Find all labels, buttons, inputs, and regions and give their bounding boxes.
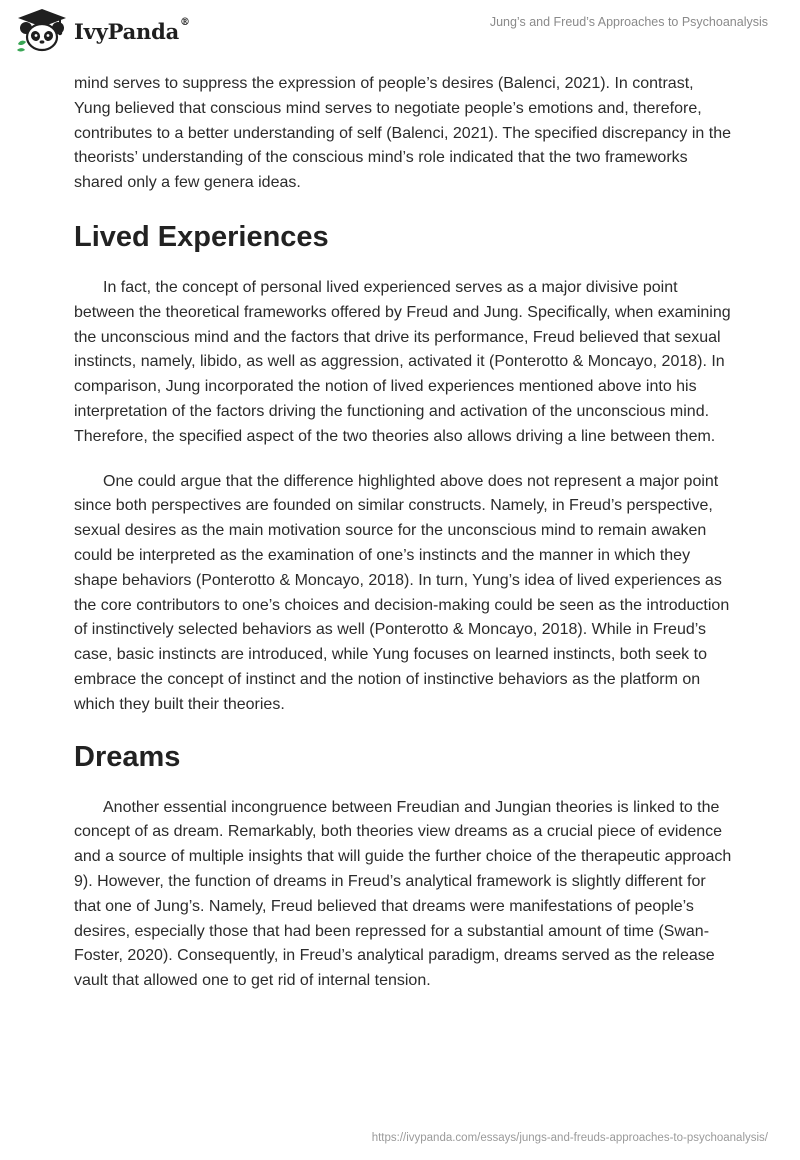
paragraph: In fact, the concept of personal lived experienced serves as a major divisive point between the theoretical frameworks offered by Freud and Jung. Specifically, when examining the unconscious mind and the factors that drive its performance, Freud believed that sexual instincts, namely, libido, as well as aggression, activated it (Ponterotto & Moncayo, 2018). In comparison, Jung incorporated the notion of lived experiences mentioned above into his interpretation of the factors driving the functioning and activation of the unconscious mind. Therefore, the specified aspect of the two theories also allows driving a line between them. xyxy=(74,278,731,445)
ivypanda-logo[interactable] xyxy=(14,6,190,54)
source-url[interactable]: https://ivypanda.com/essays/jungs-and-freuds-approaches-to-psychoanalysis/ xyxy=(371,1132,768,1144)
paragraph: Another essential incongruence between Freudian and Jungian theories is linked to the concept of as dream. Remarkably, both theories view dreams as a crucial piece of evidence and a source of multiple insights that will guide the further choice of the therapeutic approach 9). However, the function of dreams in Freud’s analytical framework is slightly different for that one of Jung’s. Namely, Freud believed that dreams were manifestations of people’s desires, especially those that had been repressed for a substantial amount of time (Swan-Foster, 2020). Consequently, in Freud’s analytical paradigm, dreams served as the release vault that allowed one to get rid of internal tension. xyxy=(74,798,732,990)
section-heading-dreams: Dreams xyxy=(74,740,181,773)
running-title: Jung’s and Freud’s Approaches to Psychoanalysis xyxy=(489,15,768,29)
intro-paragraph: mind serves to suppress the expression of people’s desires (Balenci, 2021). In contrast, Yung believed that conscious mind serves to negotiate people’s emotions and, therefore, contributes to a better understanding of self (Balenci, 2021). The specified discrepancy in the theorists’ understanding of the conscious mind’s role indicated that the two frameworks shared only a few genera ideas. xyxy=(74,75,731,192)
essay-content xyxy=(74,72,734,1014)
page-header xyxy=(0,0,800,64)
panda-graduation-cap-logo-icon xyxy=(14,6,70,54)
brand-name: IvyPanda® xyxy=(74,16,190,44)
paragraph: One could argue that the difference highlighted above does not represent a major point since both perspectives are founded on similar constructs. Namely, in Freud’s perspective, sexual desires as the main motivation source for the unconscious mind to remain awaken could be interpreted as the examination of one’s instincts and the manner in which they shape behaviors (Ponterotto & Moncayo, 2018). In turn, Yung’s idea of lived experiences as the core contributors to one’s choices and decision-making could be seen as the introduction of instinctively selected behaviors as well (Ponterotto & Moncayo, 2018). While in Freud’s case, basic instincts are introduced, while Yung focuses on learned instincts, both seek to embrace the concept of instinct and the notion of instinctive behaviors as the platform on which they built their theories. xyxy=(74,472,730,713)
section-heading-lived-experiences: Lived Experiences xyxy=(74,220,329,253)
